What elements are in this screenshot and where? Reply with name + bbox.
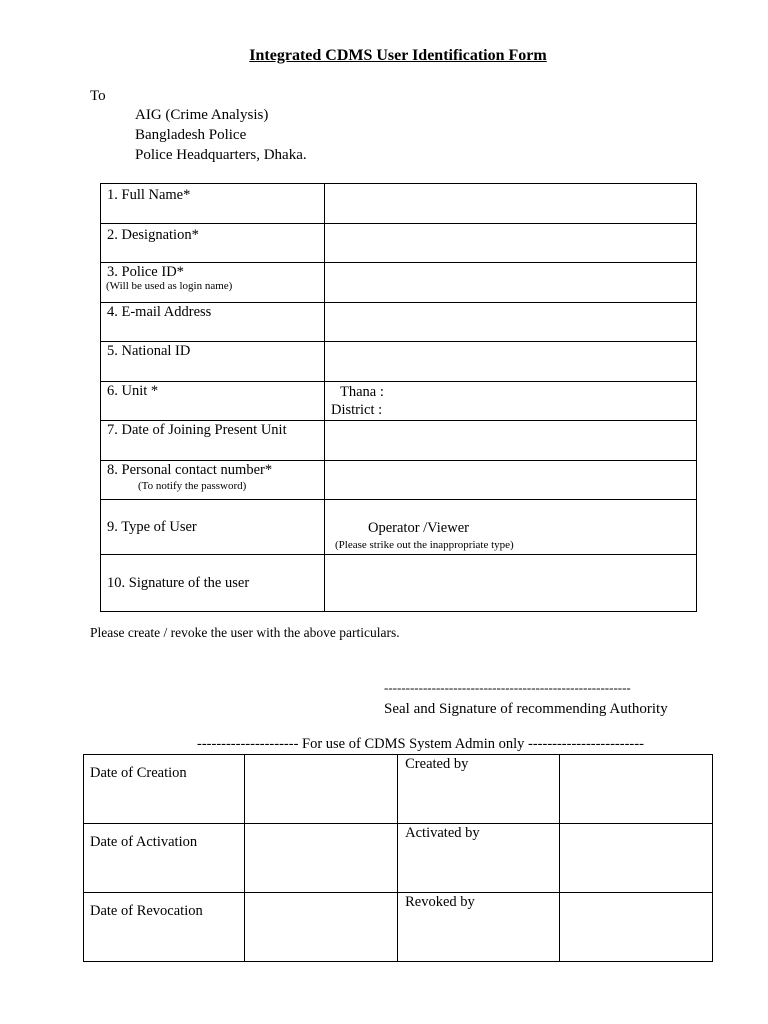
contact-note: (To notify the password)	[138, 480, 247, 492]
signature-line: ---------------------------------------------------------	[384, 680, 631, 695]
admin-table	[83, 754, 713, 962]
to-label: To	[90, 88, 106, 104]
joining-date-label	[101, 421, 325, 461]
address-line-2: Bangladesh Police	[135, 127, 247, 143]
email-field[interactable]	[325, 303, 697, 342]
contact-field[interactable]	[325, 461, 697, 500]
created-by-label	[398, 755, 560, 824]
activation-field[interactable]	[245, 824, 398, 893]
table-row	[84, 893, 713, 962]
national-id-label	[101, 342, 325, 382]
email-text: 4. E-mail Address	[107, 304, 212, 320]
form-title: Integrated CDMS User Identification Form	[249, 47, 547, 64]
email-label	[101, 303, 325, 342]
address-line-3: Police Headquarters, Dhaka.	[135, 147, 307, 163]
table-row	[101, 342, 697, 382]
activated-by-label	[398, 824, 560, 893]
joining-date-field[interactable]	[325, 421, 697, 461]
address-line-1: AIG (Crime Analysis)	[135, 107, 269, 123]
table-row	[101, 555, 697, 612]
full-name-label	[101, 184, 325, 224]
police-id-text: 3. Police ID*	[107, 264, 184, 280]
user-type-field[interactable]	[325, 500, 697, 555]
revoked-by-field[interactable]	[559, 893, 712, 962]
user-type-note: (Please strike out the inappropriate type)	[335, 539, 514, 551]
table-row	[101, 263, 697, 303]
police-id-field[interactable]	[325, 263, 697, 303]
user-details-table	[100, 183, 697, 612]
table-row	[101, 184, 697, 224]
revocation-label	[84, 893, 245, 962]
table-row	[101, 500, 697, 555]
user-type-text: 9. Type of User	[107, 518, 197, 535]
revoked-by-text: Revoked by	[405, 894, 475, 910]
designation-field[interactable]	[325, 224, 697, 263]
signature-text: 10. Signature of the user	[107, 574, 250, 591]
unit-field[interactable]	[325, 382, 697, 421]
revoked-by-label	[398, 893, 560, 962]
revocation-text: Date of Revocation	[90, 903, 203, 919]
user-type-label	[101, 500, 325, 555]
activation-text: Date of Activation	[90, 834, 198, 850]
revocation-field[interactable]	[245, 893, 398, 962]
admin-header: --------------------- For use of CDMS System Admin only ------------------------	[197, 736, 644, 752]
designation-label	[101, 224, 325, 263]
created-by-field[interactable]	[559, 755, 712, 824]
table-row	[84, 824, 713, 893]
unit-text: 6. Unit *	[107, 383, 159, 399]
table-row	[101, 382, 697, 421]
created-by-text: Created by	[405, 756, 469, 772]
creation-label	[84, 755, 245, 824]
table-row	[101, 421, 697, 461]
full-name-field[interactable]	[325, 184, 697, 224]
activated-by-text: Activated by	[405, 825, 480, 841]
signature-field[interactable]	[325, 555, 697, 612]
national-id-text: 5. National ID	[107, 343, 191, 359]
designation-text: 2. Designation*	[107, 227, 199, 243]
joining-date-text: 7. Date of Joining Present Unit	[107, 422, 287, 438]
thana-label: Thana :	[340, 384, 384, 400]
signature-caption: Seal and Signature of recommending Authority	[384, 701, 668, 717]
police-id-note: (Will be used as login name)	[106, 280, 233, 292]
signature-label	[101, 555, 325, 612]
contact-label	[101, 461, 325, 500]
instruction-text: Please create / revoke the user with the above particulars.	[90, 625, 400, 640]
table-row	[101, 303, 697, 342]
table-row	[101, 224, 697, 263]
full-name-text: 1. Full Name*	[107, 187, 191, 203]
activation-label	[84, 824, 245, 893]
creation-field[interactable]	[245, 755, 398, 824]
table-row	[84, 755, 713, 824]
contact-text: 8. Personal contact number*	[107, 462, 273, 478]
police-id-label	[101, 263, 325, 303]
district-label: District :	[331, 402, 383, 418]
national-id-field[interactable]	[325, 342, 697, 382]
activated-by-field[interactable]	[559, 824, 712, 893]
unit-label	[101, 382, 325, 421]
table-row	[101, 461, 697, 500]
user-type-options: Operator /Viewer	[368, 520, 469, 536]
creation-text: Date of Creation	[90, 765, 187, 781]
